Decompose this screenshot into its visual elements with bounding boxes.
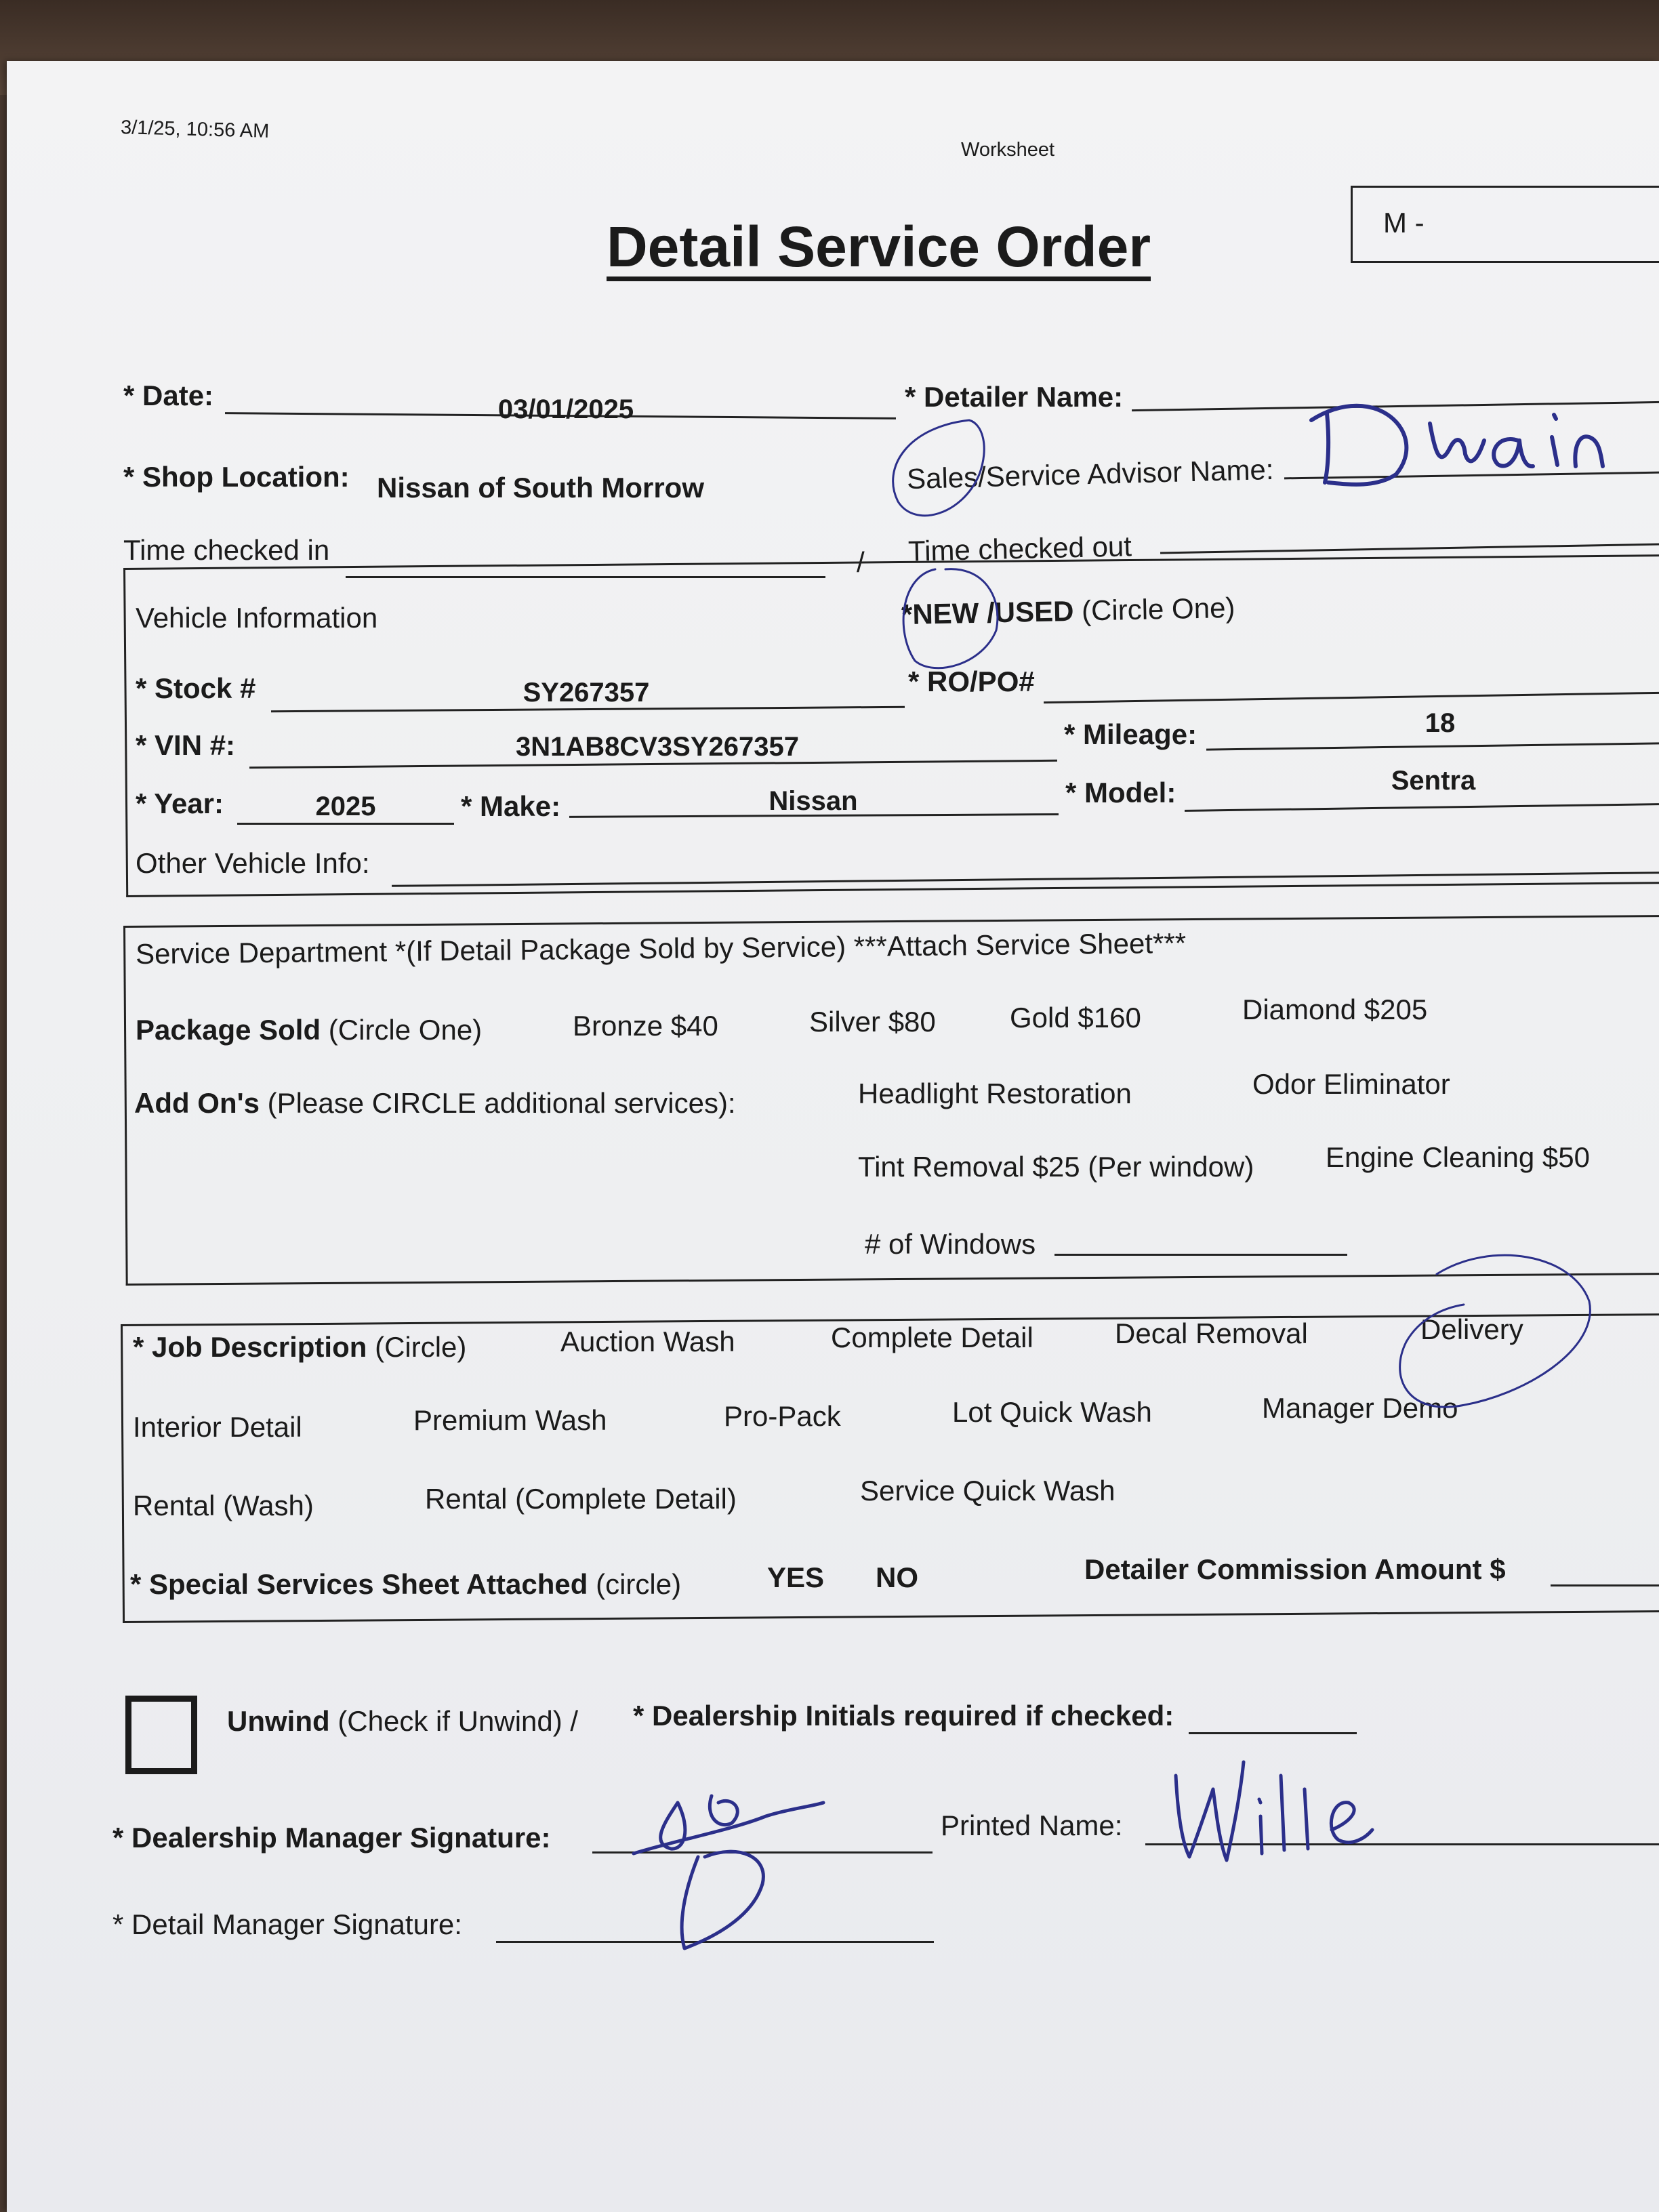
model-value: Sentra: [1391, 766, 1476, 796]
new-option: *NEW /: [901, 596, 996, 631]
dealership-manager-signature: [634, 1796, 823, 1948]
job-interior-detail[interactable]: Interior Detail: [133, 1411, 302, 1443]
vin-label: * VIN #:: [136, 729, 236, 761]
addon-headlight-restoration[interactable]: Headlight Restoration: [858, 1078, 1132, 1109]
model-label: * Model:: [1065, 777, 1176, 808]
package-bronze[interactable]: Bronze $40: [573, 1010, 718, 1042]
job-pro-pack[interactable]: Pro-Pack: [724, 1400, 841, 1432]
job-decal-removal[interactable]: Decal Removal: [1115, 1317, 1308, 1349]
year-label: * Year:: [136, 787, 224, 819]
special-yes-option[interactable]: YES: [767, 1561, 825, 1593]
commission-amount-label: Detailer Commission Amount $: [1084, 1553, 1506, 1585]
order-number-prefix: M -: [1383, 207, 1425, 239]
special-services-hint: (circle): [596, 1568, 682, 1600]
dealership-manager-signature-label: * Dealership Manager Signature:: [112, 1822, 551, 1853]
job-manager-demo[interactable]: Manager Demo: [1262, 1392, 1458, 1424]
make-label: * Make:: [461, 790, 561, 822]
shop-location-value: Nissan of South Morrow: [377, 472, 704, 504]
detailer-name-handwriting: [1311, 406, 1603, 485]
job-description-hint: (Circle): [375, 1331, 467, 1363]
job-description-title: * Job Description: [133, 1331, 367, 1363]
used-option: USED: [994, 594, 1074, 629]
addon-odor-eliminator[interactable]: Odor Eliminator: [1252, 1068, 1450, 1100]
addon-engine-cleaning[interactable]: Engine Cleaning $50: [1326, 1141, 1590, 1173]
delivery-circle-mark: [1400, 1255, 1591, 1407]
time-separator: /: [857, 546, 865, 578]
vin-value: 3N1AB8CV3SY267357: [515, 732, 800, 762]
vehicle-info-label: Vehicle Information: [136, 602, 378, 634]
shop-location-label: * Shop Location:: [123, 461, 350, 493]
circle-one-hint: (Circle One): [1081, 591, 1235, 627]
advisor-name-label: Sales/Service Advisor Name:: [906, 453, 1275, 495]
special-services-title: * Special Services Sheet Attached: [130, 1568, 588, 1600]
unwind-hint: (Check if Unwind) /: [337, 1705, 579, 1737]
advisor-circle-mark: [893, 420, 985, 516]
mileage-value: 18: [1425, 708, 1456, 738]
job-rental-complete-detail[interactable]: Rental (Complete Detail): [425, 1483, 737, 1515]
make-value: Nissan: [769, 786, 858, 816]
year-value: 2025: [315, 792, 376, 821]
package-sold-title: Package Sold: [136, 1014, 321, 1046]
page-title: Detail Service Order: [607, 218, 1151, 281]
service-department-heading: Service Department *(If Detail Package Sold by Service) ***Attach Service Sheet***: [135, 926, 1187, 970]
add-ons-hint: (Please CIRCLE additional services):: [267, 1087, 736, 1119]
add-ons-title: Add On's: [134, 1087, 260, 1119]
job-complete-detail[interactable]: Complete Detail: [831, 1322, 1033, 1353]
job-delivery[interactable]: Delivery: [1420, 1313, 1523, 1345]
stock-label: * Stock #: [136, 672, 256, 704]
stock-value: SY267357: [523, 678, 650, 708]
print-timestamp: 3/1/25, 10:56 AM: [120, 117, 270, 142]
other-info-label: Other Vehicle Info:: [136, 847, 370, 879]
time-out-label: Time checked out: [907, 530, 1132, 567]
job-lot-quick-wash[interactable]: Lot Quick Wash: [952, 1396, 1152, 1428]
job-rental-wash[interactable]: Rental (Wash): [133, 1490, 314, 1521]
special-no-option[interactable]: NO: [876, 1561, 918, 1593]
detailer-name-label: * Detailer Name:: [905, 381, 1124, 413]
job-auction-wash[interactable]: Auction Wash: [560, 1326, 735, 1357]
windows-count-label: # of Windows: [865, 1228, 1036, 1260]
detail-manager-signature-label: * Detail Manager Signature:: [112, 1908, 462, 1940]
worksheet-label: Worksheet: [961, 139, 1055, 161]
package-diamond[interactable]: Diamond $205: [1242, 994, 1428, 1025]
time-in-label: Time checked in: [123, 534, 330, 566]
ro-po-label: * RO/PO#: [908, 665, 1035, 697]
printed-name-handwriting: [1176, 1762, 1372, 1860]
package-silver[interactable]: Silver $80: [809, 1006, 936, 1038]
addon-tint-removal[interactable]: Tint Removal $25 (Per window): [858, 1151, 1254, 1183]
dealership-initials-label: * Dealership Initials required if checked:: [633, 1700, 1174, 1732]
package-gold[interactable]: Gold $160: [1010, 1002, 1141, 1033]
package-sold-hint: (Circle One): [328, 1014, 483, 1046]
unwind-title: Unwind: [227, 1705, 330, 1737]
new-circle-mark: [903, 569, 998, 668]
job-service-quick-wash[interactable]: Service Quick Wash: [860, 1475, 1115, 1507]
printed-name-label: Printed Name:: [941, 1809, 1123, 1841]
date-value: 03/01/2025: [497, 394, 634, 424]
mileage-label: * Mileage:: [1064, 718, 1197, 750]
date-label: * Date:: [123, 380, 214, 411]
job-premium-wash[interactable]: Premium Wash: [413, 1404, 607, 1436]
